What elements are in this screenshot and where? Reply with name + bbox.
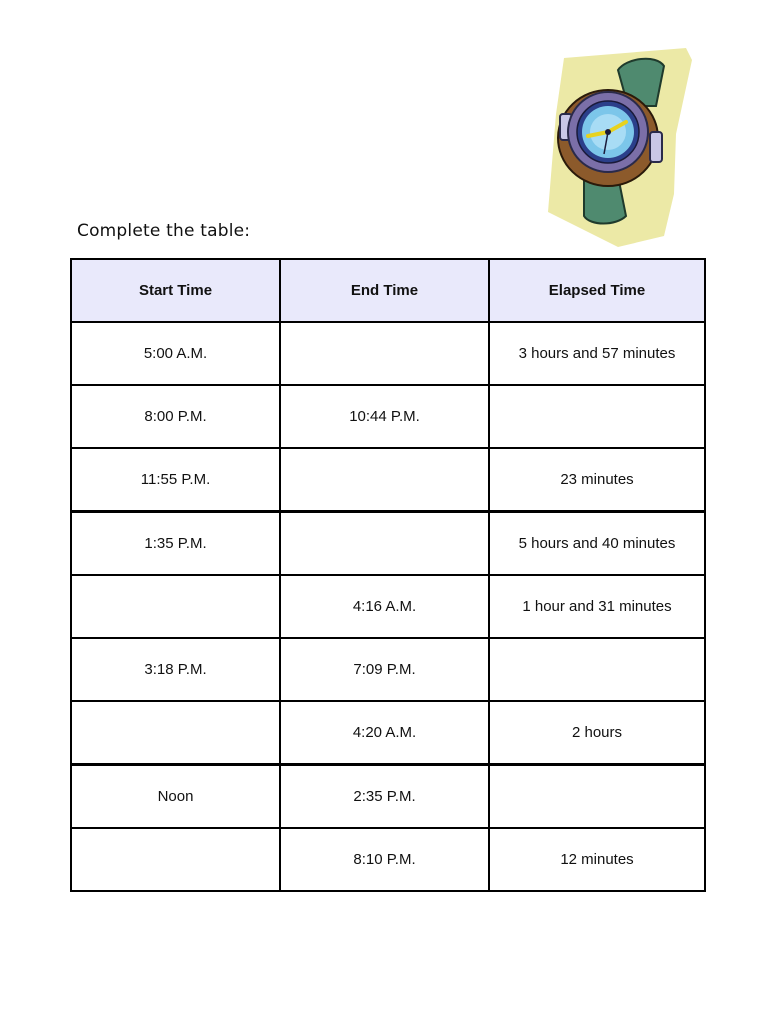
table-header-row: [71, 259, 705, 322]
start-time-cell[interactable]: [71, 828, 280, 891]
start-time-cell[interactable]: 5:00 A.M.: [71, 322, 280, 385]
header-end-time: End Time: [280, 259, 489, 322]
end-time-cell[interactable]: 7:09 P.M.: [280, 638, 489, 701]
table-row: [71, 322, 705, 385]
elapsed-time-cell[interactable]: 1 hour and 31 minutes: [489, 575, 705, 638]
table-row: [71, 701, 705, 765]
start-time-cell[interactable]: [71, 575, 280, 638]
elapsed-time-cell[interactable]: [489, 765, 705, 829]
table-row: [71, 385, 705, 448]
end-time-cell[interactable]: 4:20 A.M.: [280, 701, 489, 765]
elapsed-time-cell[interactable]: 2 hours: [489, 701, 705, 765]
elapsed-time-cell[interactable]: 23 minutes: [489, 448, 705, 512]
wristwatch-icon: [546, 44, 696, 249]
elapsed-time-cell[interactable]: [489, 638, 705, 701]
end-time-cell[interactable]: [280, 448, 489, 512]
table-row: [71, 638, 705, 701]
header-start-time: Start Time: [71, 259, 280, 322]
table-row: [71, 575, 705, 638]
instruction-text: Complete the table:: [77, 221, 251, 241]
start-time-cell[interactable]: [71, 701, 280, 765]
elapsed-time-table: [70, 258, 706, 892]
elapsed-time-cell[interactable]: [489, 385, 705, 448]
elapsed-time-cell[interactable]: 5 hours and 40 minutes: [489, 512, 705, 576]
end-time-cell[interactable]: [280, 512, 489, 576]
header-elapsed-time: Elapsed Time: [489, 259, 705, 322]
end-time-cell[interactable]: 2:35 P.M.: [280, 765, 489, 829]
start-time-cell[interactable]: 11:55 P.M.: [71, 448, 280, 512]
start-time-cell[interactable]: 3:18 P.M.: [71, 638, 280, 701]
end-time-cell[interactable]: 10:44 P.M.: [280, 385, 489, 448]
start-time-cell[interactable]: 1:35 P.M.: [71, 512, 280, 576]
table-row: [71, 512, 705, 576]
start-time-cell[interactable]: Noon: [71, 765, 280, 829]
elapsed-time-cell[interactable]: 12 minutes: [489, 828, 705, 891]
end-time-cell[interactable]: 8:10 P.M.: [280, 828, 489, 891]
table-row: [71, 448, 705, 512]
elapsed-time-cell[interactable]: 3 hours and 57 minutes: [489, 322, 705, 385]
start-time-cell[interactable]: 8:00 P.M.: [71, 385, 280, 448]
end-time-cell[interactable]: [280, 322, 489, 385]
end-time-cell[interactable]: 4:16 A.M.: [280, 575, 489, 638]
table-row: [71, 765, 705, 829]
table-row: [71, 828, 705, 891]
